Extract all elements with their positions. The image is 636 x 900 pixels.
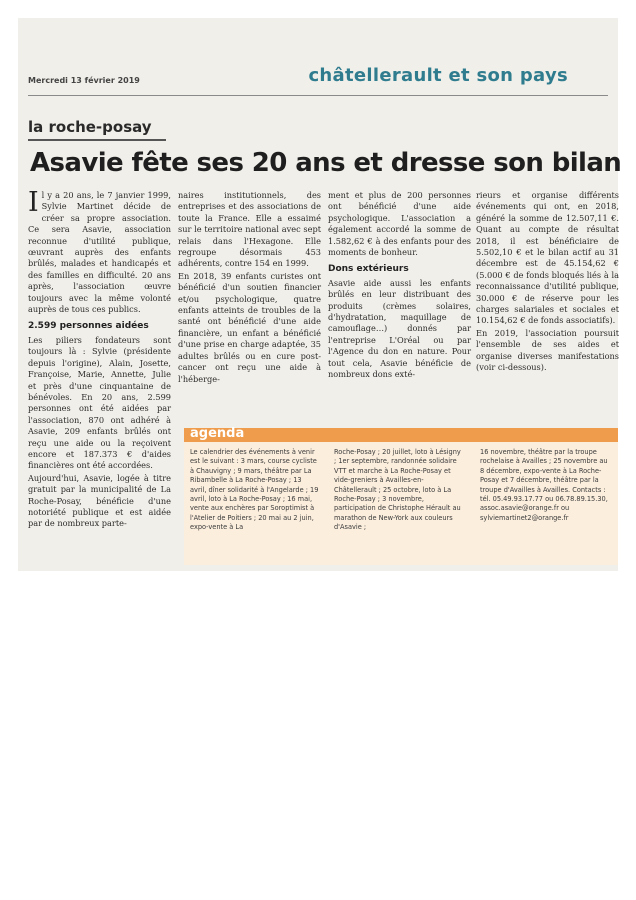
subheading: Dons extérieurs (328, 264, 409, 275)
agenda-header-bar (184, 428, 618, 442)
article-column-1 (28, 187, 171, 531)
agenda-column-1: Le calendrier des événements à venir est le suivant : 3 mars, course cycliste à Chauvigny ; 9 mars, théâtre par La Ribambelle à La Roche-Posay ; 13 avril, dîner solidarité à l'Angelarde ; 19 avril, loto à La Roche-Posay ; 16 mai, vente aux enchères par Soroptimist à l'Atelier de Poitiers ; 20 mai au 2 juin, expo-vente à La (190, 448, 319, 532)
article-paragraph: Les piliers fondateurs sont toujours là : Sylvie (présidente depuis l'origine), Alain, Josette, Françoise, Marie, Annette, Julie et près d'une cinquantaine de bénévoles. En 20 ans, 2.599 personnes ont été aidées par l'association, 870 ont adhéré à Asavie, 209 enfants brûlés ont reçu une aide ou la reçoivent encore et 187.373 € d'aides financières ont été accordées. (28, 334, 171, 471)
article-paragraph: En 2018, 39 enfants curistes ont bénéficié d'un soutien financier et/ou psychologique, quatre enfants atteints de troubles de la santé ont bénéficié d'une aide financière, un enfant a bénéficié d'une prise en charge adaptée, 35 adultes brûlés ou en cure post-cancer ont reçu une aide à l'héberge- (178, 270, 321, 384)
drop-cap: I (28, 187, 39, 218)
article-column-3 (328, 190, 471, 382)
agenda-column-3: 16 novembre, théâtre par la troupe rochelaise à Availles ; 25 novembre au 8 décembre, expo-vente à La Roche-Posay et 7 décembre, théâtre par la troupe d'Availles à Availles. Contacts : tél. 05.49.93.17.77 ou 06.78.89.15.30, assoc.asavie@orange.fr ou sylviemartinet2@orange.fr (480, 448, 608, 522)
agenda-column-2: Roche-Posay ; 20 juillet, loto à Lésigny ; 1er septembre, randonnée solidaire VTT et marche à La Roche-Posay et vide-greniers à Availles-en-Châtellerault ; 25 octobre, loto à La Roche-Posay ; 3 novembre, participation de Christophe Hérault au marathon de New-York aux couleurs d'Asavie ; (334, 448, 461, 532)
subheading: 2.599 personnes aidées (28, 321, 149, 332)
article-paragraph: Asavie aide aussi les enfants brûlés en leur distribuant des produits (crèmes solaires, d'hydratation, maquillage de camouflage…) donnés par l'entreprise L'Oréal ou par l'Agence du don en nature. Pour tout cela, Asavie bénéficie de nombreux dons exté- (328, 277, 471, 380)
article-paragraph: naires institutionnels, des entreprises et des associations de toute la France. Elle a essaimé sur le territoire national avec sept relais dans l'Hexagone. Elle regroupe désormais 453 adhérents, contre 154 en 1999. (178, 190, 321, 269)
article-paragraph: ment et plus de 200 personnes ont bénéficié d'une aide psychologique. L'association a également accordé la somme de 1.582,62 € à des enfants pour des moments de bonheur. (328, 190, 471, 258)
agenda-box (184, 428, 618, 565)
article-paragraph: En 2019, l'association poursuit l'ensemble de ses aides et organise diverses manifestations (voir ci-dessous). (476, 327, 619, 373)
section-title: châtellerault et son pays (308, 65, 568, 86)
article-paragraph: rieurs et organise différents événements qui ont, en 2018, généré la somme de 12.507,11 €. Quant au compte de résultat 2018, il est bénéficiaire de 5.502,10 € et le bilan actif au 31 décembre est de 45.154,62 € (5.000 € de fonds bloqués liés à la reconnaissance d'utilité publique, 30.000 € de réserve pour les charges salariales et sociales et 10.154,62 € de fonds associatifs). (476, 190, 619, 326)
city-rule (28, 139, 166, 141)
article-paragraph: Aujourd'hui, Asavie, logée à titre gratuit par la municipalité de La Roche-Posay, bénéficie d'une notoriété publique et est aidée par de nombreux parte- (28, 472, 171, 529)
article-column-2 (178, 190, 321, 386)
city-kicker: la roche-posay (28, 118, 152, 136)
page-header (28, 65, 608, 90)
article-paragraph: Il y a 20 ans, le 7 janvier 1999, Sylvie Martinet décide de créer sa propre association. Ce sera Asavie, association reconnue d'utilité publique, œuvrant auprès des enfants brûlés, malades et handicapés et des familles en difficulté. 20 ans après, l'association œuvre toujours avec la même volonté auprès de tous ces publics. (28, 187, 171, 315)
agenda-title: agenda (190, 426, 245, 441)
header-rule (28, 95, 608, 96)
newspaper-clipping (18, 18, 622, 571)
article-column-4 (476, 190, 619, 375)
issue-date: Mercredi 13 février 2019 (28, 76, 140, 85)
article-headline: Asavie fête ses 20 ans et dresse son bilan (30, 148, 622, 178)
